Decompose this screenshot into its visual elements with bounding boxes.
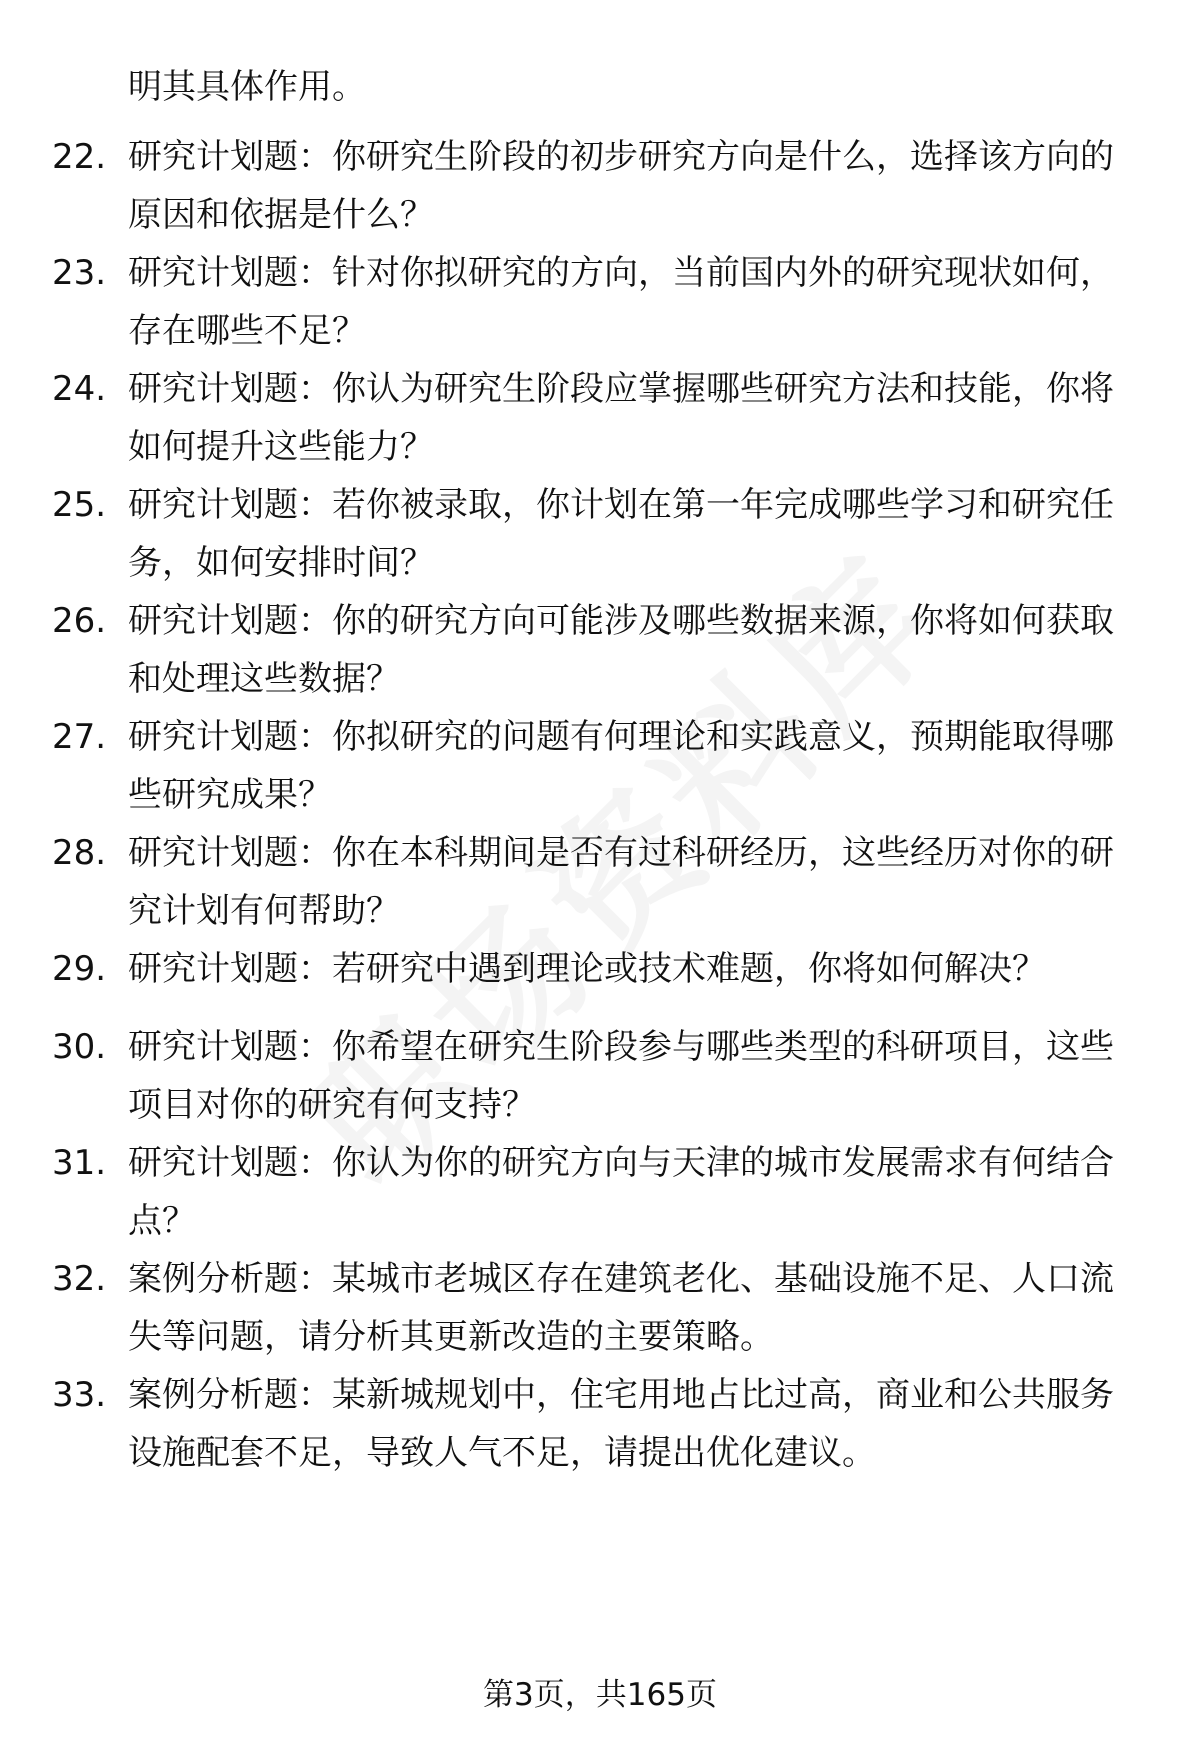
- question-text: 研究计划题：若你被录取，你计划在第一年完成哪些学习和研究任务，如何安排时间？: [128, 485, 1114, 583]
- question-text: 案例分析题：某新城规划中，住宅用地占比过高，商业和公共服务设施配套不足，导致人气不足，请提出优化建议。: [128, 1375, 1114, 1473]
- question-text: 研究计划题：你研究生阶段的初步研究方向是什么，选择该方向的原因和依据是什么？: [128, 137, 1114, 235]
- question-number: 32.: [52, 1259, 107, 1299]
- question-text: 研究计划题：你在本科期间是否有过科研经历，这些经历对你的研究计划有何帮助？: [128, 833, 1114, 931]
- question-number: 30.: [52, 1027, 107, 1067]
- question-number: 33.: [52, 1375, 107, 1415]
- question-text: 案例分析题：某城市老城区存在建筑老化、基础设施不足、人口流失等问题，请分析其更新改造的主要策略。: [128, 1259, 1114, 1357]
- question-number: 27.: [52, 717, 107, 757]
- question-number: 29.: [52, 949, 107, 989]
- question-text: 研究计划题：针对你拟研究的方向，当前国内外的研究现状如何，存在哪些不足？: [128, 253, 1114, 351]
- question-text: 研究计划题：你认为研究生阶段应掌握哪些研究方法和技能，你将如何提升这些能力？: [128, 369, 1114, 467]
- question-text: 研究计划题：若研究中遇到理论或技术难题，你将如何解决？: [128, 949, 1046, 989]
- question-number: 28.: [52, 833, 107, 873]
- question-number: 24.: [52, 369, 107, 409]
- question-text: 研究计划题：你拟研究的问题有何理论和实践意义，预期能取得哪些研究成果？: [128, 717, 1114, 815]
- question-text: 研究计划题：你认为你的研究方向与天津的城市发展需求有何结合点？: [128, 1143, 1114, 1241]
- question-number: 23.: [52, 253, 107, 293]
- continuation-text: 明其具体作用。: [128, 67, 366, 107]
- question-number: 26.: [52, 601, 107, 641]
- question-number: 31.: [52, 1143, 107, 1183]
- question-number: 22.: [52, 137, 107, 177]
- question-text: 研究计划题：你的研究方向可能涉及哪些数据来源，你将如何获取和处理这些数据？: [128, 601, 1114, 699]
- question-number: 25.: [52, 485, 107, 525]
- question-text: 研究计划题：你希望在研究生阶段参与哪些类型的科研项目，这些项目对你的研究有何支持？: [128, 1027, 1114, 1125]
- page-footer: 第3页，共165页: [483, 1677, 717, 1713]
